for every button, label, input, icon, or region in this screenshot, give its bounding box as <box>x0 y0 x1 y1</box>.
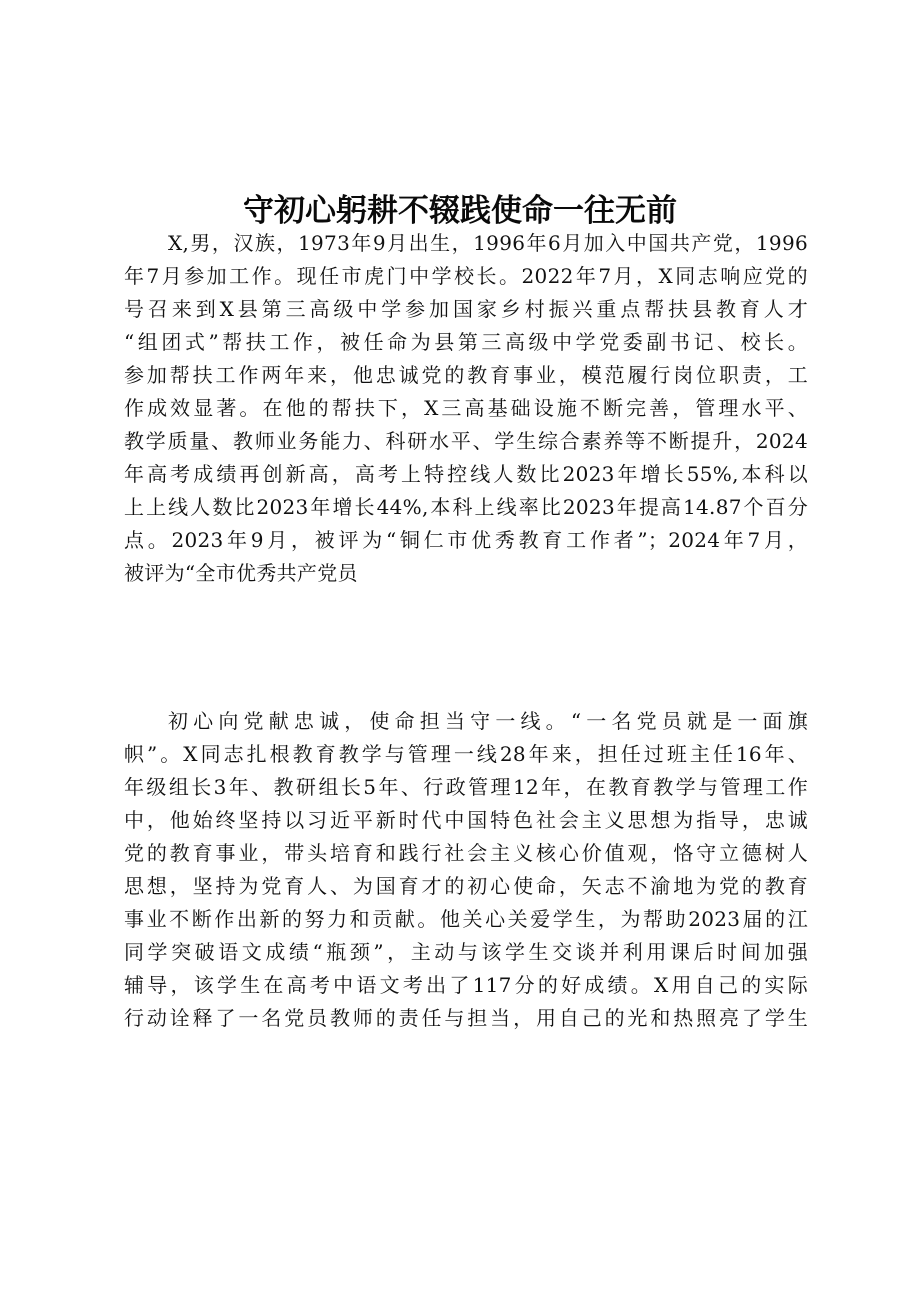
text-line: 帜”。X同志扎根教育教学与管理一线28年来，担任过班主任16年、 <box>124 742 808 766</box>
text-line: 点。2023年9月，被评为“铜仁市优秀教育工作者”；2024年7月， <box>124 528 808 552</box>
text-line: 初心向党献忠诚，使命担当守一线。“一名党员就是一面旗 <box>168 709 808 733</box>
text-line: X,男，汉族，1973年9月出生，1996年6月加入中国共产党，1996 <box>168 231 808 255</box>
text-line: 被评为“全市优秀共产党员 <box>124 561 358 585</box>
paragraph-1 <box>124 227 808 590</box>
text-line: “组团式”帮扶工作，被任命为县第三高级中学党委副书记、校长。 <box>124 330 808 354</box>
text-line: 年级组长3年、教研组长5年、行政管理12年，在教育教学与管理工作 <box>124 775 808 799</box>
text-line: 同学突破语文成绩“瓶颈”，主动与该学生交谈并利用课后时间加强 <box>124 940 808 964</box>
text-line: 党的教育事业，带头培育和践行社会主义核心价值观，恪守立德树人 <box>124 841 808 865</box>
text-line: 上上线人数比2023年增长44%,本科上线率比2023年提高14.87个百分 <box>124 495 808 519</box>
document-title: 守初心躬耕不辍践使命一往无前 <box>243 192 677 229</box>
text-line: 号召来到X县第三高级中学参加国家乡村振兴重点帮扶县教育人才 <box>124 297 808 321</box>
text-line: 行动诠释了一名党员教师的责任与担当，用自己的光和热照亮了学生 <box>124 1006 808 1030</box>
text-line: 中，他始终坚持以习近平新时代中国特色社会主义思想为指导，忠诚 <box>124 808 808 832</box>
text-line: 参加帮扶工作两年来，他忠诚党的教育事业，模范履行岗位职责，工 <box>124 363 808 387</box>
text-line: 事业不断作出新的努力和贡献。他关心关爱学生，为帮助2023届的江 <box>124 907 808 931</box>
text-line: 辅导，该学生在高考中语文考出了117分的好成绩。X用自己的实际 <box>124 973 808 997</box>
text-line: 作成效显著。在他的帮扶下，X三高基础设施不断完善，管理水平、 <box>124 396 808 420</box>
paragraph-2 <box>124 705 808 1035</box>
text-line: 年7月参加工作。现任市虎门中学校长。2022年7月，X同志响应党的 <box>124 264 808 288</box>
text-line: 思想，坚持为党育人、为国育才的初心使命，矢志不渝地为党的教育 <box>124 874 808 898</box>
text-line: 教学质量、教师业务能力、科研水平、学生综合素养等不断提升，2024 <box>124 429 808 453</box>
text-line: 年高考成绩再创新高，高考上特控线人数比2023年增长55%,本科以 <box>124 462 808 486</box>
